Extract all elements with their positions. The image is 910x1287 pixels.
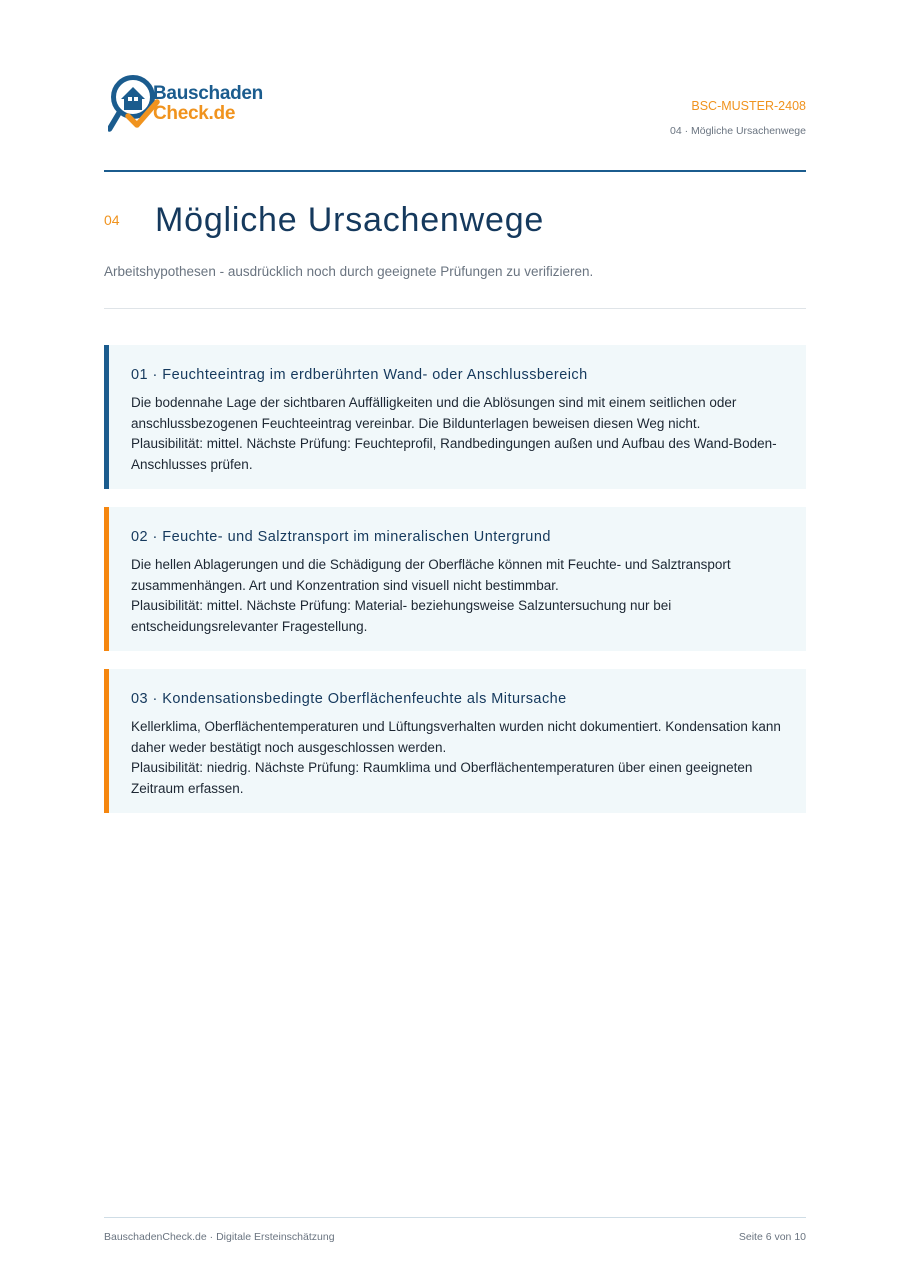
- footer-brand-text: BauschadenCheck.de · Digitale Ersteinschätzung: [104, 1231, 335, 1243]
- cause-title: 02 · Feuchte- und Salztransport im mineralischen Untergrund: [131, 529, 551, 545]
- document-id: BSC-MUSTER-2408: [691, 99, 806, 113]
- header-section-reference: 04 · Mögliche Ursachenwege: [670, 125, 806, 137]
- cause-body: [131, 555, 786, 637]
- cause-card-3: [104, 669, 806, 813]
- cause-card-1: [104, 345, 806, 489]
- cause-card-2: [104, 507, 806, 651]
- header-divider: [104, 170, 806, 172]
- report-page: [104, 0, 806, 1287]
- page-header: [104, 72, 806, 136]
- cause-body: [131, 717, 786, 799]
- card-accent-bar: [104, 507, 109, 651]
- cause-body: [131, 393, 786, 475]
- cause-description: Die hellen Ablagerungen und die Schädigung der Oberfläche können mit Feuchte- und Salztransport zusammenhängen. Art und Konzentration sind visuell nicht bestimmbar.: [131, 557, 731, 593]
- cause-title: 01 · Feuchteeintrag im erdberührten Wand- oder Anschlussbereich: [131, 367, 588, 383]
- cause-assessment: Plausibilität: mittel. Nächste Prüfung: Material- beziehungsweise Salzuntersuchung nur bei entscheidungsrelevanter Fragestellung.: [131, 598, 672, 634]
- page-title: Mögliche Ursachenwege: [155, 201, 545, 239]
- section-number: 04: [104, 212, 120, 228]
- brand-logo: [108, 72, 278, 136]
- section-subtitle: Arbeitshypothesen - ausdrücklich noch durch geeignete Prüfungen zu verifizieren.: [104, 264, 594, 279]
- subtitle-divider: [104, 308, 806, 309]
- page-number: Seite 6 von 10: [738, 1231, 806, 1243]
- cause-description: Kellerklima, Oberflächentemperaturen und Lüftungsverhalten wurden nicht dokumentiert. Kondensation kann daher weder bestätigt noch ausgeschlossen werden.: [131, 719, 781, 755]
- cause-title: 03 · Kondensationsbedingte Oberflächenfeuchte als Mitursache: [131, 691, 567, 707]
- card-accent-bar: [104, 345, 109, 489]
- logo-wordmark-line2: Check.de: [153, 103, 236, 124]
- cause-assessment: Plausibilität: mittel. Nächste Prüfung: Feuchteprofil, Randbedingungen außen und Aufbau des Wand-Boden-Anschlusses prüfen.: [131, 436, 777, 472]
- card-accent-bar: [104, 669, 109, 813]
- cause-assessment: Plausibilität: niedrig. Nächste Prüfung: Raumklima und Oberflächentemperaturen über einen geeigneten Zeitraum erfassen.: [131, 760, 753, 796]
- logo-wordmark-line1: Bauschaden: [153, 83, 263, 104]
- footer-divider: [104, 1217, 806, 1218]
- cause-description: Die bodennahe Lage der sichtbaren Auffälligkeiten und die Ablösungen sind mit einem seitlichen oder anschlussbezogenen Feuchteeintrag vereinbar. Die Bildunterlagen beweisen diesen Weg nicht.: [131, 395, 737, 431]
